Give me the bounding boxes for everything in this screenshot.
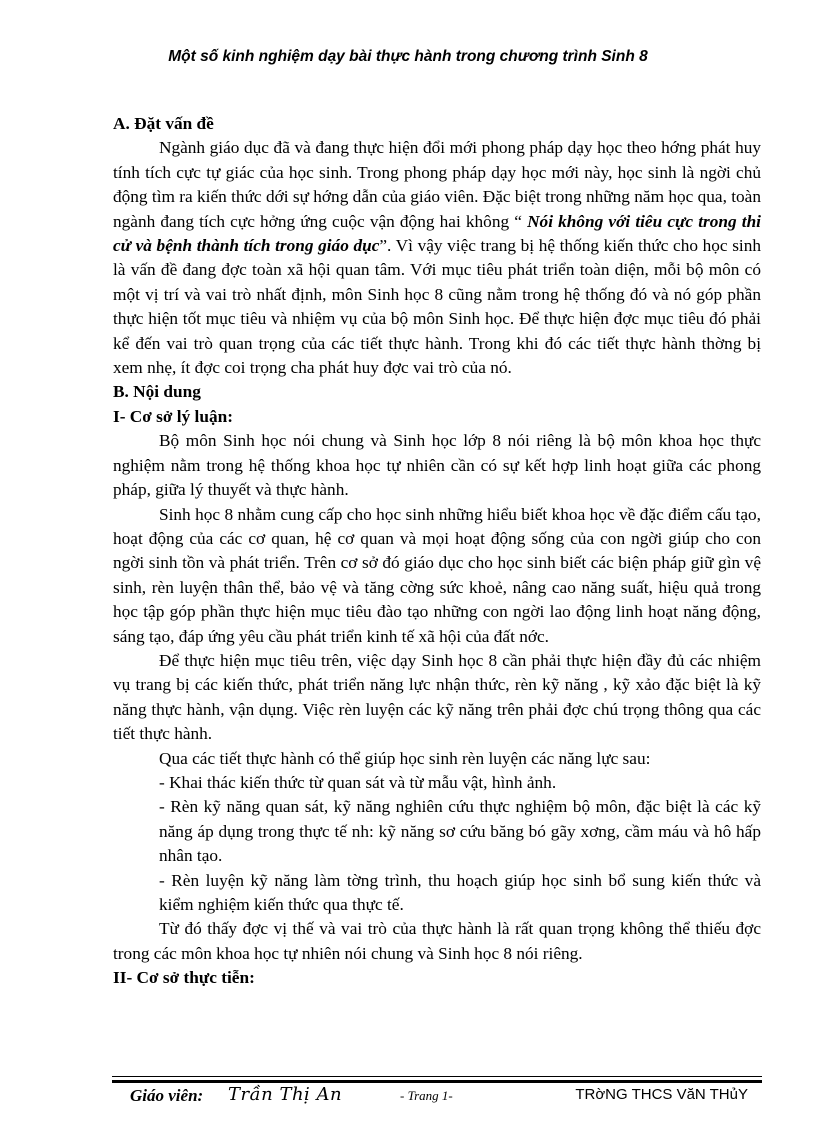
theory-paragraph-4: Qua các tiết thực hành có thể giúp học sinh rèn luyện các năng lực sau: [159, 748, 651, 768]
footer-divider-thin [112, 1076, 762, 1077]
skill-bullet-2: - Rèn kỹ năng quan sát, kỹ năng nghiên cứu thực nghiệm bộ môn, đặc biệt là các kỹ năng áp dụng trong thực tế nh: kỹ năng sơ cứu băng bó gãy xơng, cầm máu và hô hấp nhân tạo. [159, 797, 761, 866]
section-a-paragraph [113, 136, 761, 380]
theory-paragraph-1: Bộ môn Sinh học nói chung và Sinh học lớp 8 nói riêng là bộ môn khoa học thực nghiệm nằm trong hệ thống khoa học tự nhiên cần có sự kết hợp linh hoạt giữa các phong pháp, giữa lý thuyết và thực hành. [113, 431, 761, 500]
theory-paragraph-5: Từ đó thấy đợc vị thế và vai trò của thực hành là rất quan trọng không thể thiếu đợc trong các môn khoa học tự nhiên nói chung và Sinh học 8 nói riêng. [113, 919, 761, 963]
school-name: TRờNG THCS VăN THủY [575, 1086, 748, 1103]
teacher-label: Giáo viên: [130, 1086, 204, 1105]
section-b-heading: B. Nội dung [113, 382, 201, 402]
paragraph-text-continued: ”. Vì vậy việc trang bị hệ thống kiến thức cho học sinh là vấn đề đang đợc toàn xã hội quan tâm. Với mục tiêu phát triển toàn diện, mỗi bộ môn có một vị trí và vai trò nhất định, môn Sinh học 8 cũng nằm trong hệ thống đó và nó góp phần thực hiện tốt mục tiêu và nhiệm vụ của bộ môn Sinh học. Để thực hiện đợc mục tiêu đó phải kể đến vai trò quan trọng của các tiết thực hành. Trong khi đó các tiết thực hành thờng bị xem nhẹ, ít đợc coi trọng cha phát huy đợc vai trò của nó. [113, 236, 761, 378]
footer-divider-thick [112, 1080, 762, 1083]
campaign-slogan: Nói không với tiêu cực trong thi cử và bệnh thành tích trong giáo dục [113, 211, 761, 256]
page-footer [130, 1084, 762, 1110]
theory-paragraph-3: Để thực hiện mục tiêu trên, việc dạy Sinh học 8 cần phải thực hiện đầy đủ các nhiệm vụ trang bị các kiến thức, phát triển năng lực nhận thức, rèn kỹ năng , kỹ xảo đặc biệt là kỹ năng thực hành, vận dụng. Việc rèn luyện các kỹ năng trên phải đợc chú trọng thông qua các tiết thực hành. [113, 650, 761, 744]
skill-bullet-1: - Khai thác kiến thức từ quan sát và từ mẫu vật, hình ảnh. [159, 772, 557, 792]
teacher-name: Trần Thị An [228, 1084, 343, 1105]
theory-paragraph-2: Sinh học 8 nhằm cung cấp cho học sinh những hiểu biết khoa học về đặc điểm cấu tạo, hoạt động của các cơ quan, hệ cơ quan và mọi hoạt động sống của con ngời giúp cho con ngời sinh tồn và phát triển. Trên cơ sở đó giáo dục cho học sinh biết các biện pháp giữ gìn vệ sinh, rèn luyện thân thể, bảo vệ và tăng cờng sức khoẻ, nâng cao năng suất, hiệu quả trong học tập góp phần thực hiện mục tiêu đào tạo những con ngời lao động linh hoạt năng động, sáng tạo, đáp ứng yêu cầu phát triển kinh tế xã hội của đất nớc. [113, 504, 761, 646]
section-a-heading: A. Đặt vấn đề [113, 114, 214, 133]
subsection-practice-heading: II- Cơ sở thực tiễn: [113, 968, 255, 988]
page-number: - Trang 1- [400, 1088, 453, 1103]
subsection-theory-heading: I- Cơ sở lý luận: [113, 406, 233, 426]
paragraph-text: Ngành giáo dục đã và đang thực hiện đổi mới phong pháp dạy học theo hớng phát huy tính tích cực tự giác của học sinh. Trong phong pháp dạy học mới này, học sinh là ngời chủ động tìm ra kiến thức dới sự hớng dẫn của giáo viên. Đặc biệt trong những năm học qua, toàn ngành đang tích cực hởng ứng cuộc vận động hai không “ [113, 138, 761, 231]
page-header-title: Một số kinh nghiệm dạy bài thực hành trong chương trình Sinh 8 [168, 48, 648, 65]
document-body [113, 112, 761, 991]
skill-bullet-3: - Rèn luyện kỹ năng làm tờng trình, thu hoạch giúp học sinh bổ sung kiến thức và kiểm nghiệm kiến thức qua thực tế. [159, 870, 761, 914]
